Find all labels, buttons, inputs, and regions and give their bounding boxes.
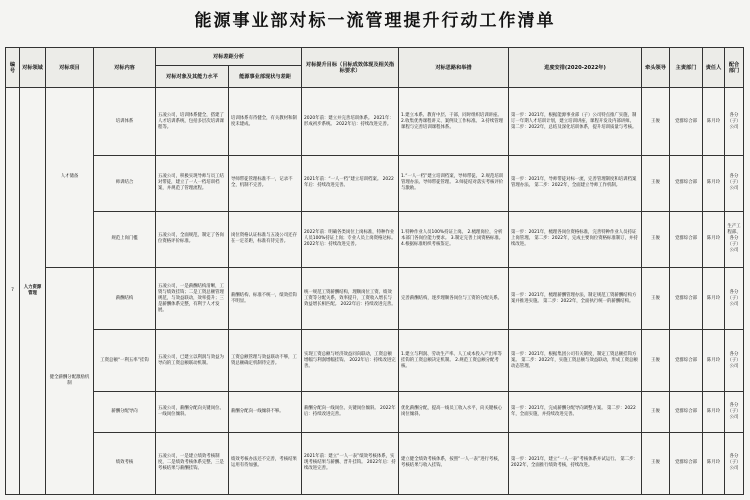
item-cell: 规范上岗门槛 — [94, 211, 156, 267]
header-goal: 对标提升目标（目标成效体现及相关指标要求） — [302, 48, 399, 88]
schedule-cell: 第一步：2021年，根据集团公司有关制度，制定工资总额挂钩方案。 第二步：2022年，实施工资总额与效益联动，形成工资总额动态管理。 — [509, 330, 642, 392]
owner-cell: 陈月玲 — [703, 88, 725, 156]
coop-cell: 各分（子）公司 — [725, 330, 744, 392]
table-row — [6, 392, 744, 432]
header-dept: 主责部门 — [670, 48, 703, 88]
header-schedule: 进度安排(2020-2022年) — [509, 48, 642, 88]
current-cell: 绩效考核办法还不完善，考核结果运用有待加强。 — [229, 432, 302, 494]
goal-cell: 统一规范工资薪酬结构，理顺岗位工资、绩效工资等分配关系，效率提升，工资收入增长与效益增长相匹配。 2022年后：持续改进完善。 — [302, 267, 399, 329]
dept-cell: 党群综合部 — [670, 392, 703, 432]
header-gap-object: 对标对象及其能力水平 — [156, 66, 229, 88]
document-title: 能源事业部对标一流管理提升行动工作清单 — [194, 11, 556, 31]
header-lead: 牵头领导 — [642, 48, 670, 88]
current-cell: 薪酬分配向一线倾斜不够。 — [229, 392, 302, 432]
header-coop: 配合部门 — [725, 48, 744, 88]
owner-cell: 陈月玲 — [703, 432, 725, 494]
schedule-cell: 第一步：2021年，梳理薪酬管理办法，制定规范工资薪酬结构方案并推进实施。 第二步：2022年，全面执行统一的薪酬结构。 — [509, 267, 642, 329]
dept-cell: 党群综合部 — [670, 156, 703, 211]
coop-cell: 各分（子）公司 — [725, 156, 744, 211]
item-cell: 师训结合 — [94, 156, 156, 211]
table-row — [6, 267, 744, 329]
goal-cell: 2022年前：明确各类岗位上岗标准，特种作业人员100%持证上岗；专业人员上岗资格达标。 2022年后：持续改进完善。 — [302, 211, 399, 267]
dept-cell: 党群综合部 — [670, 88, 703, 156]
table-row — [6, 330, 744, 392]
owner-cell: 陈月玲 — [703, 211, 725, 267]
schedule-cell: 第一步：2021年，建立“一人一表”考核体系并试运行。 第二步：2022年，全面推行绩效考核，持续改进。 — [509, 432, 642, 494]
schedule-cell: 第一步：2021年，导师带徒对标一流，完善管理制度和培训档案管理办法。 第二步：2022年，全面建立导师工作机制。 — [509, 156, 642, 211]
header-project: 对标项目 — [46, 48, 94, 88]
schedule-cell: 第一步：2021年，梳理各岗位资格标准，完善特种作业人员持证上岗管理。 第二步：2022年，完成主要岗位资格标准制订，并持续改进。 — [509, 211, 642, 267]
measures-cell: 完善薪酬结构，逐步理顺各岗位与工资的分配关系。 — [399, 267, 509, 329]
dept-cell: 党群综合部 — [670, 330, 703, 392]
owner-cell: 陈月玲 — [703, 330, 725, 392]
lead-cell: 王俊 — [642, 88, 670, 156]
header-no: 编号 — [6, 48, 20, 88]
header-measures: 对标思路和举措 — [399, 48, 509, 88]
lead-cell: 王俊 — [642, 330, 670, 392]
item-cell: 薪酬结构 — [94, 267, 156, 329]
current-cell: 培训体系有待健全，有关教材和制度未建成。 — [229, 88, 302, 156]
goal-cell: 2021年前：“一人一档”建立培训档案。 2022年后：持续改进完善。 — [302, 156, 399, 211]
header-gap-group: 对标差距分析 — [156, 48, 302, 66]
coop-cell: 各分（子）公司 — [725, 267, 744, 329]
lead-cell: 王俊 — [642, 211, 670, 267]
table-row — [6, 156, 744, 211]
owner-cell: 陈月玲 — [703, 267, 725, 329]
table-row — [6, 432, 744, 494]
group-cell: 健全薪酬分配激励机制 — [46, 267, 94, 494]
item-cell: 工资总额“一利五率”挂钩 — [94, 330, 156, 392]
lead-cell: 王俊 — [642, 267, 670, 329]
item-cell: 绩效考核 — [94, 432, 156, 494]
current-cell: 岗位资格认证标准与五凌公司还存在一定差距，标准有待完善。 — [229, 211, 302, 267]
object-cell: 五凌公司，一是建立绩效考核制度，二是绩效考核体系完整，三是考核结果与薪酬挂钩。 — [156, 432, 229, 494]
object-cell: 五凌公司，已建立以利润与效益为导向的工资总额联动机制。 — [156, 330, 229, 392]
lead-cell: 王俊 — [642, 156, 670, 211]
coop-cell: 各分（子）公司 — [725, 88, 744, 156]
measures-cell: 1.特种作业人员100%持证上岗。 2.梳理岗位，分析本部门各岗位能力要求。 3.制定完善上岗资格标准。 4.根据标准组织考核鉴定。 — [399, 211, 509, 267]
item-cell: 培训体系 — [94, 88, 156, 156]
goal-cell: 实现工资总额与经济效益同向联动，工资总额增幅与利润增幅挂钩。 2022年后：持续改进完善。 — [302, 330, 399, 392]
object-cell: 五凌公司，全面规范，制定了各岗位资格评价标准。 — [156, 211, 229, 267]
object-cell: 五凌公司，薪酬分配向关键岗位、一线岗位倾斜。 — [156, 392, 229, 432]
goal-cell: 薪酬分配向一线岗位、关键岗位倾斜。 2022年后：持续改进完善。 — [302, 392, 399, 432]
lead-cell: 王俊 — [642, 432, 670, 494]
header-row-1 — [6, 48, 744, 66]
owner-cell: 陈月玲 — [703, 392, 725, 432]
current-cell: 工资总额管理与效益联动不够，工资总额确定机制待完善。 — [229, 330, 302, 392]
object-cell: 五凌公司，培训体系健全，搭建了人才培训系统，包括多层次培训课程等。 — [156, 88, 229, 156]
group-cell: 人才储备 — [46, 88, 94, 268]
header-domain: 对标领域 — [20, 48, 46, 88]
header-gap-current: 能源事业部现状与差距 — [229, 66, 302, 88]
measures-cell: 1.建立本系、教育中层、干部，同时组织培训讲座。 2.收集优秀课程讲义、案例及工作标准。 3.持续管理课程与完善培训课程体系。 — [399, 88, 509, 156]
coop-cell: 生产工程部、各分（子）公司 — [725, 211, 744, 267]
measures-cell: 1.建立与利润、劳动生产率、人工成本投入产出率等挂钩的工资总额决定机制。 2.规范工资总额分配考核。 — [399, 330, 509, 392]
lead-cell: 王俊 — [642, 392, 670, 432]
measures-cell: 1.“一人一档”建立培训档案，导师带徒。 2.规范培训管理办法、导师带徒管理。 3.师徒结对落实考核评价与激励。 — [399, 156, 509, 211]
item-cell: 薪酬分配导向 — [94, 392, 156, 432]
measures-cell: 建立健全绩效考核体系，按照“一人一表”进行考核，考核结果与收入挂钩。 — [399, 432, 509, 494]
current-cell: 薪酬结构、标准不统一，绩效挂钩不明显。 — [229, 267, 302, 329]
work-list-table — [5, 47, 744, 495]
row-number: 7 — [6, 88, 20, 495]
goal-cell: 2020年前：建立并完善培训体系。 2021年：形成初步系统。 2022年后：持续改进完善。 — [302, 88, 399, 156]
dept-cell: 党群综合部 — [670, 267, 703, 329]
schedule-cell: 第一步：2021年，完成薪酬分配导向调整方案。 第二步：2022年，全面实施，并持续改进完善。 — [509, 392, 642, 432]
current-cell: 导师带徒管理标准不一，记录不全，机制不完善。 — [229, 156, 302, 211]
owner-cell: 陈月玲 — [703, 156, 725, 211]
table-row — [6, 88, 744, 156]
object-cell: 五凌公司，积极实现导师与员工结对带徒，建立了一人一档培训档案，并规范了管理流程。 — [156, 156, 229, 211]
table-row — [6, 211, 744, 267]
dept-cell: 党群综合部 — [670, 432, 703, 494]
dept-cell: 党群综合部 — [670, 211, 703, 267]
domain-cell: 人力资源管理 — [20, 88, 46, 495]
goal-cell: 2021年前：建立“一人一表”绩效考核体系，实现考核结果与薪酬、晋升挂钩。 2022年后：持续改进完善。 — [302, 432, 399, 494]
header-item: 对标内容 — [94, 48, 156, 88]
schedule-cell: 第一步：2021年，根据能源事业部（子）公司特点推广实施，制订一年期人才培训计划，建立培训讲座，课程开发及内部讲师。 第二步：2022年，总结及深化培训体系，提升培训质量与考核。 — [509, 88, 642, 156]
coop-cell: 各分（子）公司 — [725, 392, 744, 432]
object-cell: 五凌公司，一是薪酬结构清晰，工资与绩效挂钩；二是工资总额管理规范，与效益联动，效率提升；三是薪酬体系完整，有利于人才发展。 — [156, 267, 229, 329]
measures-cell: 优化薪酬分配，提高一线员工收入水平，向关键核心岗位倾斜。 — [399, 392, 509, 432]
coop-cell: 各分（子）公司 — [725, 432, 744, 494]
header-owner: 责任人 — [703, 48, 725, 88]
